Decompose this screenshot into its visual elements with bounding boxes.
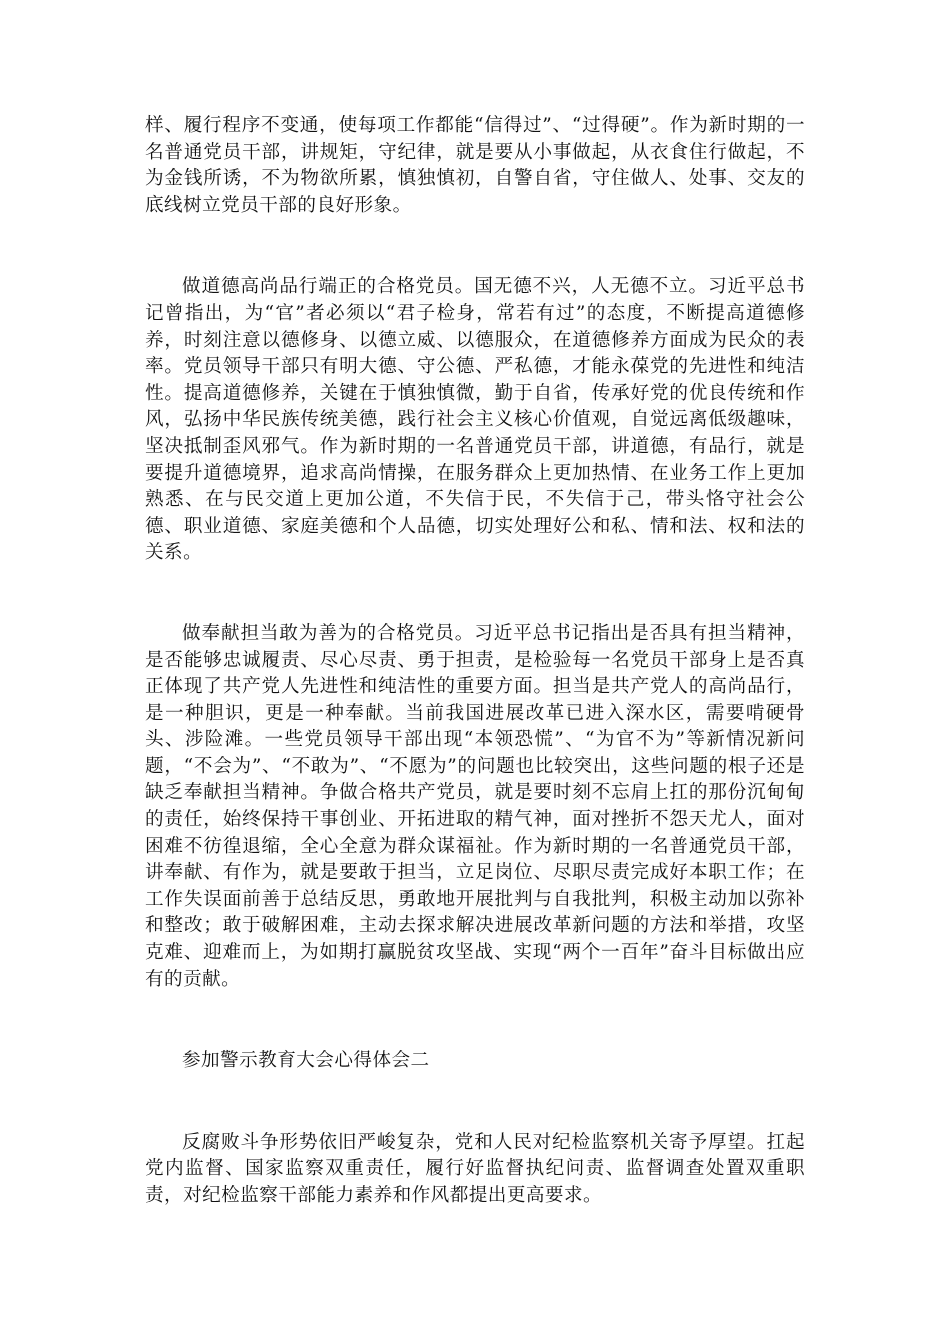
paragraph-moral-integrity: 做道德高尚品行端正的合格党员。国无德不兴，人无德不立。习近平总书记曾指出，为“官”者必须以“君子检身，常若有过”的态度，不断提高道德修养，时刻注意以德修身、以德立威、以德服众，在道德修养方面成为民众的表率。党员领导干部只有明大德、守公德、严私德，才能永葆党的先进性和纯洁性。提高道德修养，关键在于慎独慎微，勤于自省，传承好党的优良传统和作风，弘扬中华民族传统美德，践行社会主义核心价值观，自觉远离低级趣味，坚决抵制歪风邪气。作为新时期的一名普通党员干部，讲道德，有品行，就是要提升道德境界，追求高尚情操，在服务群众上更加热情、在业务工作上更加熟悉、在与民交道上更加公道，不失信于民，不失信于己，带头恪守社会公德、职业道德、家庭美德和个人品德，切实处理好公和私、情和法、权和法的关系。 — [145, 276, 805, 564]
paragraph-dedication-responsibility: 做奉献担当敢为善为的合格党员。习近平总书记指出是否具有担当精神，是否能够忠诚履责、尽心尽责、勇于担责，是检验每一名党员干部身上是否真正体现了共产党人先进性和纯洁性的重要方面。担当是共产党人的高尚品行，是一种胆识，更是一种奉献。当前我国进展改革已进入深水区，需要啃硬骨头、涉险滩。一些党员领导干部出现“本领恐慌”、“为官不为”等新情况新问题，“不会为”、“不敢为”、“不愿为”的问题也比较突出，这些问题的根子还是缺乏奉献担当精神。争做合格共产党员，就是要时刻不忘肩上扛的那份沉甸甸的责任，始终保持干事创业、开拓进取的精气神，面对挫折不怨天尤人，面对困难不彷徨退缩，全心全意为群众谋福祉。作为新时期的一名普通党员干部，讲奉献、有作为，就是要敢于担当，立足岗位、尽职尽责完成好本职工作；在工作失误面前善于总结反思，勇敢地开展批判与自我批判，积极主动加以弥补和整改；敢于破解困难，主动去探求解决进展改革新问题的方法和举措，攻坚克难、迎难而上，为如期打赢脱贫攻坚战、实现“两个一百年”奋斗目标做出应有的贡献。 — [145, 622, 805, 990]
document-page — [145, 113, 805, 1210]
paragraph-continuation: 样、履行程序不变通，使每项工作都能“信得过”、“过得硬”。作为新时期的一名普通党员干部，讲规矩，守纪律，就是要从小事做起，从衣食住行做起，不为金钱所诱，不为物欲所累，慎独慎初，自警自省，守住做人、处事、交友的底线树立党员干部的良好形象。 — [145, 115, 805, 216]
section-heading: 参加警示教育大会心得体会二 — [182, 1050, 430, 1072]
paragraph-anti-corruption: 反腐败斗争形势依旧严峻复杂，党和人民对纪检监察机关寄予厚望。扛起党内监督、国家监察双重责任，履行好监督执纪问责、监督调查处置双重职责，对纪检监察干部能力素养和作风都提出更高要求。 — [145, 1131, 805, 1206]
